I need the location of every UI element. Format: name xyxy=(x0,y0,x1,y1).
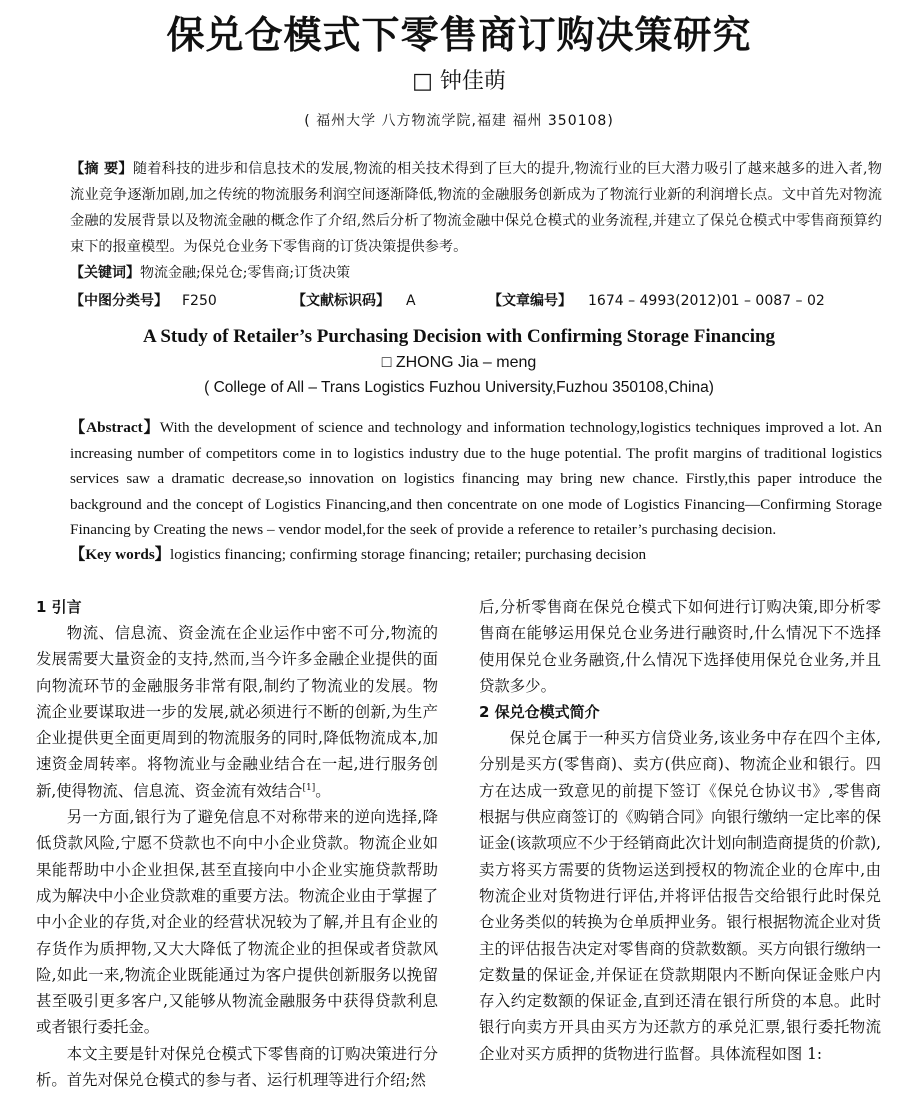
keywords-cn-text: 物流金融;保兑仓;零售商;订货决策 xyxy=(140,265,351,281)
english-author: □ ZHONG Jia – meng xyxy=(381,354,537,371)
abstract-cn-label: 【摘 要】 xyxy=(70,161,133,177)
clc-value: F250 xyxy=(182,293,217,309)
section-1-paragraph-3-continued: 后,分析零售商在保兑仓模式下如何进行订购决策,即分析零售商在能够运用保兑仓业务进行融资时,什么情况下不选择使用保兑仓业务融资,什么情况下选择使用保兑仓业务,并且贷款多少。 xyxy=(479,598,881,695)
keywords-en xyxy=(70,543,890,564)
keywords-en-text: logistics financing; confirming storage financing; retailer; purchasing decision xyxy=(169,546,647,563)
abstract-en-label: 【Abstract】 xyxy=(70,419,160,436)
section-1-paragraph-2: 另一方面,银行为了避免信息不对称带来的逆向选择,降低贷款风险,宁愿不贷款也不向中小企业贷款。物流企业如果能帮助中小企业担保,甚至直接向中小企业实施贷款帮助成为解决中小企业贷款难的重要方法。物流企业由于掌握了中小企业的存货,对企业的经营状况较为了解,并且有企业的存货作为质押物,又大大降低了物流企业的担保或者贷款风险,如此一来,物流企业既能通过为客户提供创新服务以挽留甚至吸引更多客户,又能够从物流金融服务中获得贷款利息或者银行委托金。 xyxy=(36,808,438,1037)
clc-label: 【中图分类号】 xyxy=(70,293,168,309)
section-1-paragraph-1 xyxy=(36,620,438,804)
article-label: 【文章编号】 xyxy=(488,293,572,309)
abstract-en-text: With the development of science and technology and information technology,logistics techniques improved a lot. An increasing number of competitors come in to logistics industry due to the huge potential. The profit margins of traditional logistics services saw a dramatic decrease,so innovation on logistics financing may bring new chance. Firstly,this paper introduce the background and the concept of Logistics Financing,and then concentrate on one mode of Logistics Financing—Confirming Storage Financing by Creating the news – vendor model,for the seek of provide a reference to retailer’s purchasing decision. xyxy=(70,419,882,538)
section-2-paragraph-1: 保兑仓属于一种买方信贷业务,该业务中存在四个主体,分别是买方(零售商)、卖方(供应商)、物流企业和银行。四方在达成一致意见的前提下签订《保兑仓协议书》,零售商根据与供应商签订的《购销合同》向银行缴纳一定比率的保证金(该款项应不少于经销商此次计划向制造商提货的价款),卖方将买方需要的货物运送到授权的物流企业的仓库中,由物流企业对货物进行评估,并将评估报告交给银行此时保兑仓业务类似的转换为仓单质押业务。银行根据物流企业对货主的评估报告决定对零售商的贷款数额。买方向银行缴纳一定数量的保证金,并保证在贷款期限内不断向保证金账户内存入约定数额的保证金,直到还清在银行所贷的本息。此时银行向卖方开具由买方为还款方的承兑汇票,银行委托物流企业对买方质押的货物进行监督。具体流程如图 1: xyxy=(479,729,881,1063)
keywords-en-label: 【Key words】 xyxy=(70,546,170,563)
keywords-cn-label: 【关键词】 xyxy=(70,265,140,281)
keywords-cn xyxy=(70,262,870,282)
body-column-left xyxy=(36,594,438,1093)
article-value: 1674 – 4993(2012)01 – 0087 – 02 xyxy=(588,293,825,309)
section-1-paragraph-1-end: 。 xyxy=(315,781,331,800)
author-line: □ 钟佳萌 xyxy=(412,69,506,94)
english-title: A Study of Retailer’s Purchasing Decision with Confirming Storage Financing xyxy=(142,326,776,347)
doc-label: 【文献标识码】 xyxy=(292,293,390,309)
clc-number xyxy=(70,290,217,310)
paper-title: 保兑仓模式下零售商订购决策研究 xyxy=(166,13,752,57)
section-1-paragraph-1-text: 物流、信息流、资金流在企业运作中密不可分,物流的发展需要大量资金的支持,然而,当今许多金融企业提供的面向物流环节的金融服务非常有限,制约了物流业的发展。物流企业要谋取进一步的发展,就必须进行不断的创新,为生产企业提供更全面更周到的物流服务的同时,降低物流成本,加速资金周转率。将物流业与金融业结合在一起,进行服务创新,使得物流、信息流、资金流有效结合 xyxy=(36,624,438,800)
section-2-heading: 2 保兑仓模式简介 xyxy=(479,703,600,722)
body-column-right xyxy=(479,594,881,1067)
section-1-paragraph-3: 本文主要是针对保兑仓模式下零售商的订购决策进行分析。首先对保兑仓模式的参与者、运行机理等进行介绍;然 xyxy=(36,1044,438,1090)
citation-ref: [1] xyxy=(302,782,316,793)
abstract-cn-text: 随着科技的进步和信息技术的发展,物流的相关技术得到了巨大的提升,物流行业的巨大潜力吸引了越来越多的进入者,物流业竞争逐渐加剧,加之传统的物流服务利润空间逐渐降低,物流的金融服务创新成为了物流行业新的利润增长点。文中首先对物流金融的发展背景以及物流金融的概念作了介绍,然后分析了物流金融中保兑仓模式的业务流程,并建立了保兑仓模式中零售商预算约束下的报童模型。为保兑仓业务下零售商的订货决策提供参考。 xyxy=(70,161,882,255)
section-1-heading: 1 引言 xyxy=(36,598,82,616)
abstract-cn xyxy=(42,156,882,260)
english-affiliation: ( College of All – Trans Logistics Fuzhou University,Fuzhou 350108,China) xyxy=(204,379,714,396)
article-number xyxy=(488,290,825,310)
doc-value: A xyxy=(406,293,416,309)
abstract-en xyxy=(42,415,882,543)
affiliation-line: ( 福州大学 八方物流学院,福建 福州 350108) xyxy=(304,113,614,129)
doc-code xyxy=(292,290,416,310)
